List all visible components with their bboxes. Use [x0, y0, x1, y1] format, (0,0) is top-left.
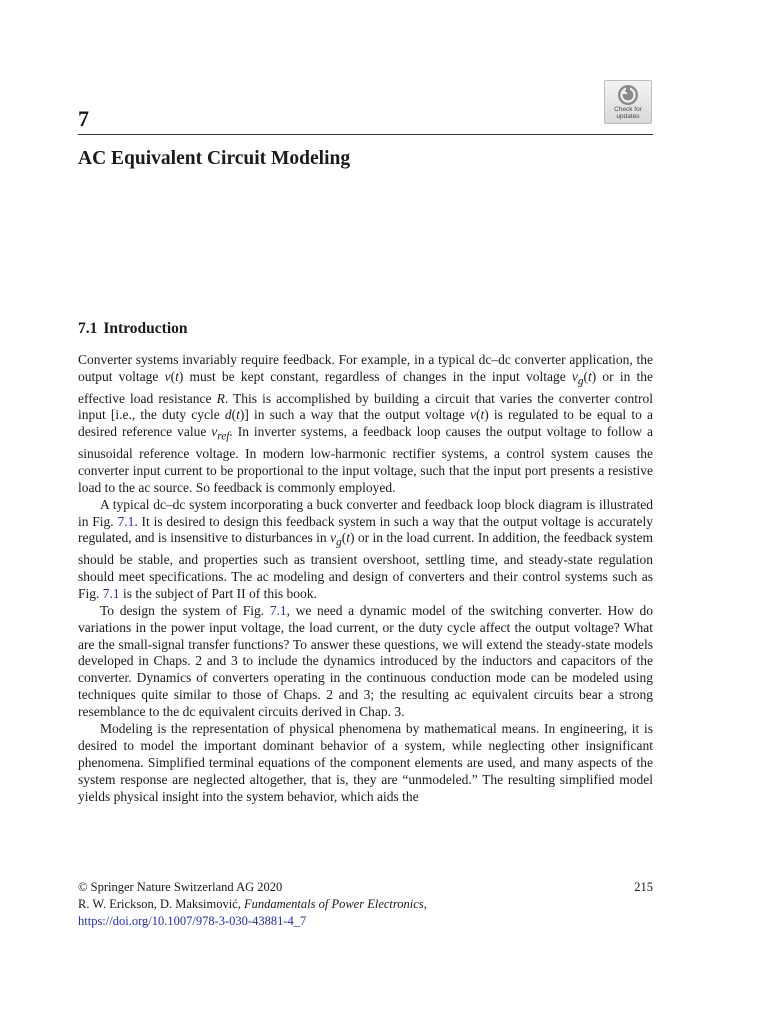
- body-text: [78, 352, 653, 806]
- badge-label-line2: updates: [616, 113, 640, 120]
- section-title: Introduction: [103, 320, 188, 337]
- check-for-updates-badge[interactable]: [604, 80, 652, 124]
- chapter-number: 7: [78, 106, 89, 131]
- section-heading: [78, 320, 188, 338]
- copyright-line: © Springer Nature Switzerland AG 2020: [78, 880, 283, 894]
- book-title: Fundamentals of Power Electronics: [243, 897, 424, 911]
- chapter-title: AC Equivalent Circuit Modeling: [78, 148, 351, 169]
- figure-link[interactable]: 7.1: [117, 513, 135, 529]
- page-number: 215: [634, 880, 653, 894]
- figure-link[interactable]: 7.1: [102, 585, 120, 601]
- paragraph-1: Converter systems invariably require feedback. For example, in a typical dc–dc converter application, the output voltage v(t) must be kept constant, regardless of changes in the input voltage $v_g(t)$ or in the effective load resistance R. This is accomplished by building a circuit that varies the converter control input [i.e., the duty cycle d(t)] in such a way that the output voltage v(t) is regulated to be equal to a desired reference value $v_{ref}$. In inverter systems, a feedback loop causes the output voltage to follow a sinusoidal reference voltage. In modern low-harmonic rectifier systems, a control system causes the converter input current to be proportional to the input voltage, such that the input port presents a resistive load to the ac source. So feedback is commonly employed.: [78, 352, 653, 495]
- chapter-divider: [78, 134, 653, 135]
- paragraph-3: To design the system of Fig. 7.1, we need a dynamic model of the switching converter. How do variations in the power input voltage, the load current, or the duty cycle affect the output voltage? What are the small-signal transfer functions? To answer these questions, we will extend the steady-state models developed in Chaps. 2 and 3 to include the dynamics introduced by the inductors and capacitors of the converter. Dynamics of converters operating in the continuous conduction mode can be modeled using techniques quite similar to those of Chaps. 2 and 3; the resulting ac equivalent circuits bear a strong resemblance to the dc equivalent circuits derived in Chap. 3.: [78, 602, 653, 720]
- page-footer: [78, 879, 653, 930]
- figure-link[interactable]: 7.1: [269, 602, 287, 618]
- citation-line: R. W. Erickson, D. Maksimović, Fundamentals of Power Electronics,: [78, 897, 427, 911]
- check-for-updates-icon: [617, 84, 639, 106]
- badge-label-line1: Check for: [614, 106, 642, 113]
- doi-link[interactable]: https://doi.org/10.1007/978-3-030-43881-4_7: [78, 914, 307, 928]
- paragraph-4: Modeling is the representation of physical phenomena by mathematical means. In engineering, it is desired to model the important dominant behavior of a system, while neglecting other insignificant phenomena. Simplified terminal equations of the component elements are used, and many aspects of the system response are neglected altogether, that is, they are “unmodeled.” The resulting simplified model yields physical insight into the system behavior, which aids the: [78, 721, 653, 804]
- paragraph-2: A typical dc–dc system incorporating a buck converter and feedback loop block diagram is illustrated in Fig. 7.1. It is desired to design this feedback system in such a way that the output voltage is accurately regulated, and is insensitive to disturbances in $v_g(t)$ or in the load current. In addition, the feedback system should be stable, and properties such as transient overshoot, settling time, and steady-state regulation should meet specifications. The ac modeling and design of converters and their control systems such as Fig. 7.1 is the subject of Part II of this book.: [78, 496, 653, 601]
- section-number: 7.1: [78, 320, 98, 337]
